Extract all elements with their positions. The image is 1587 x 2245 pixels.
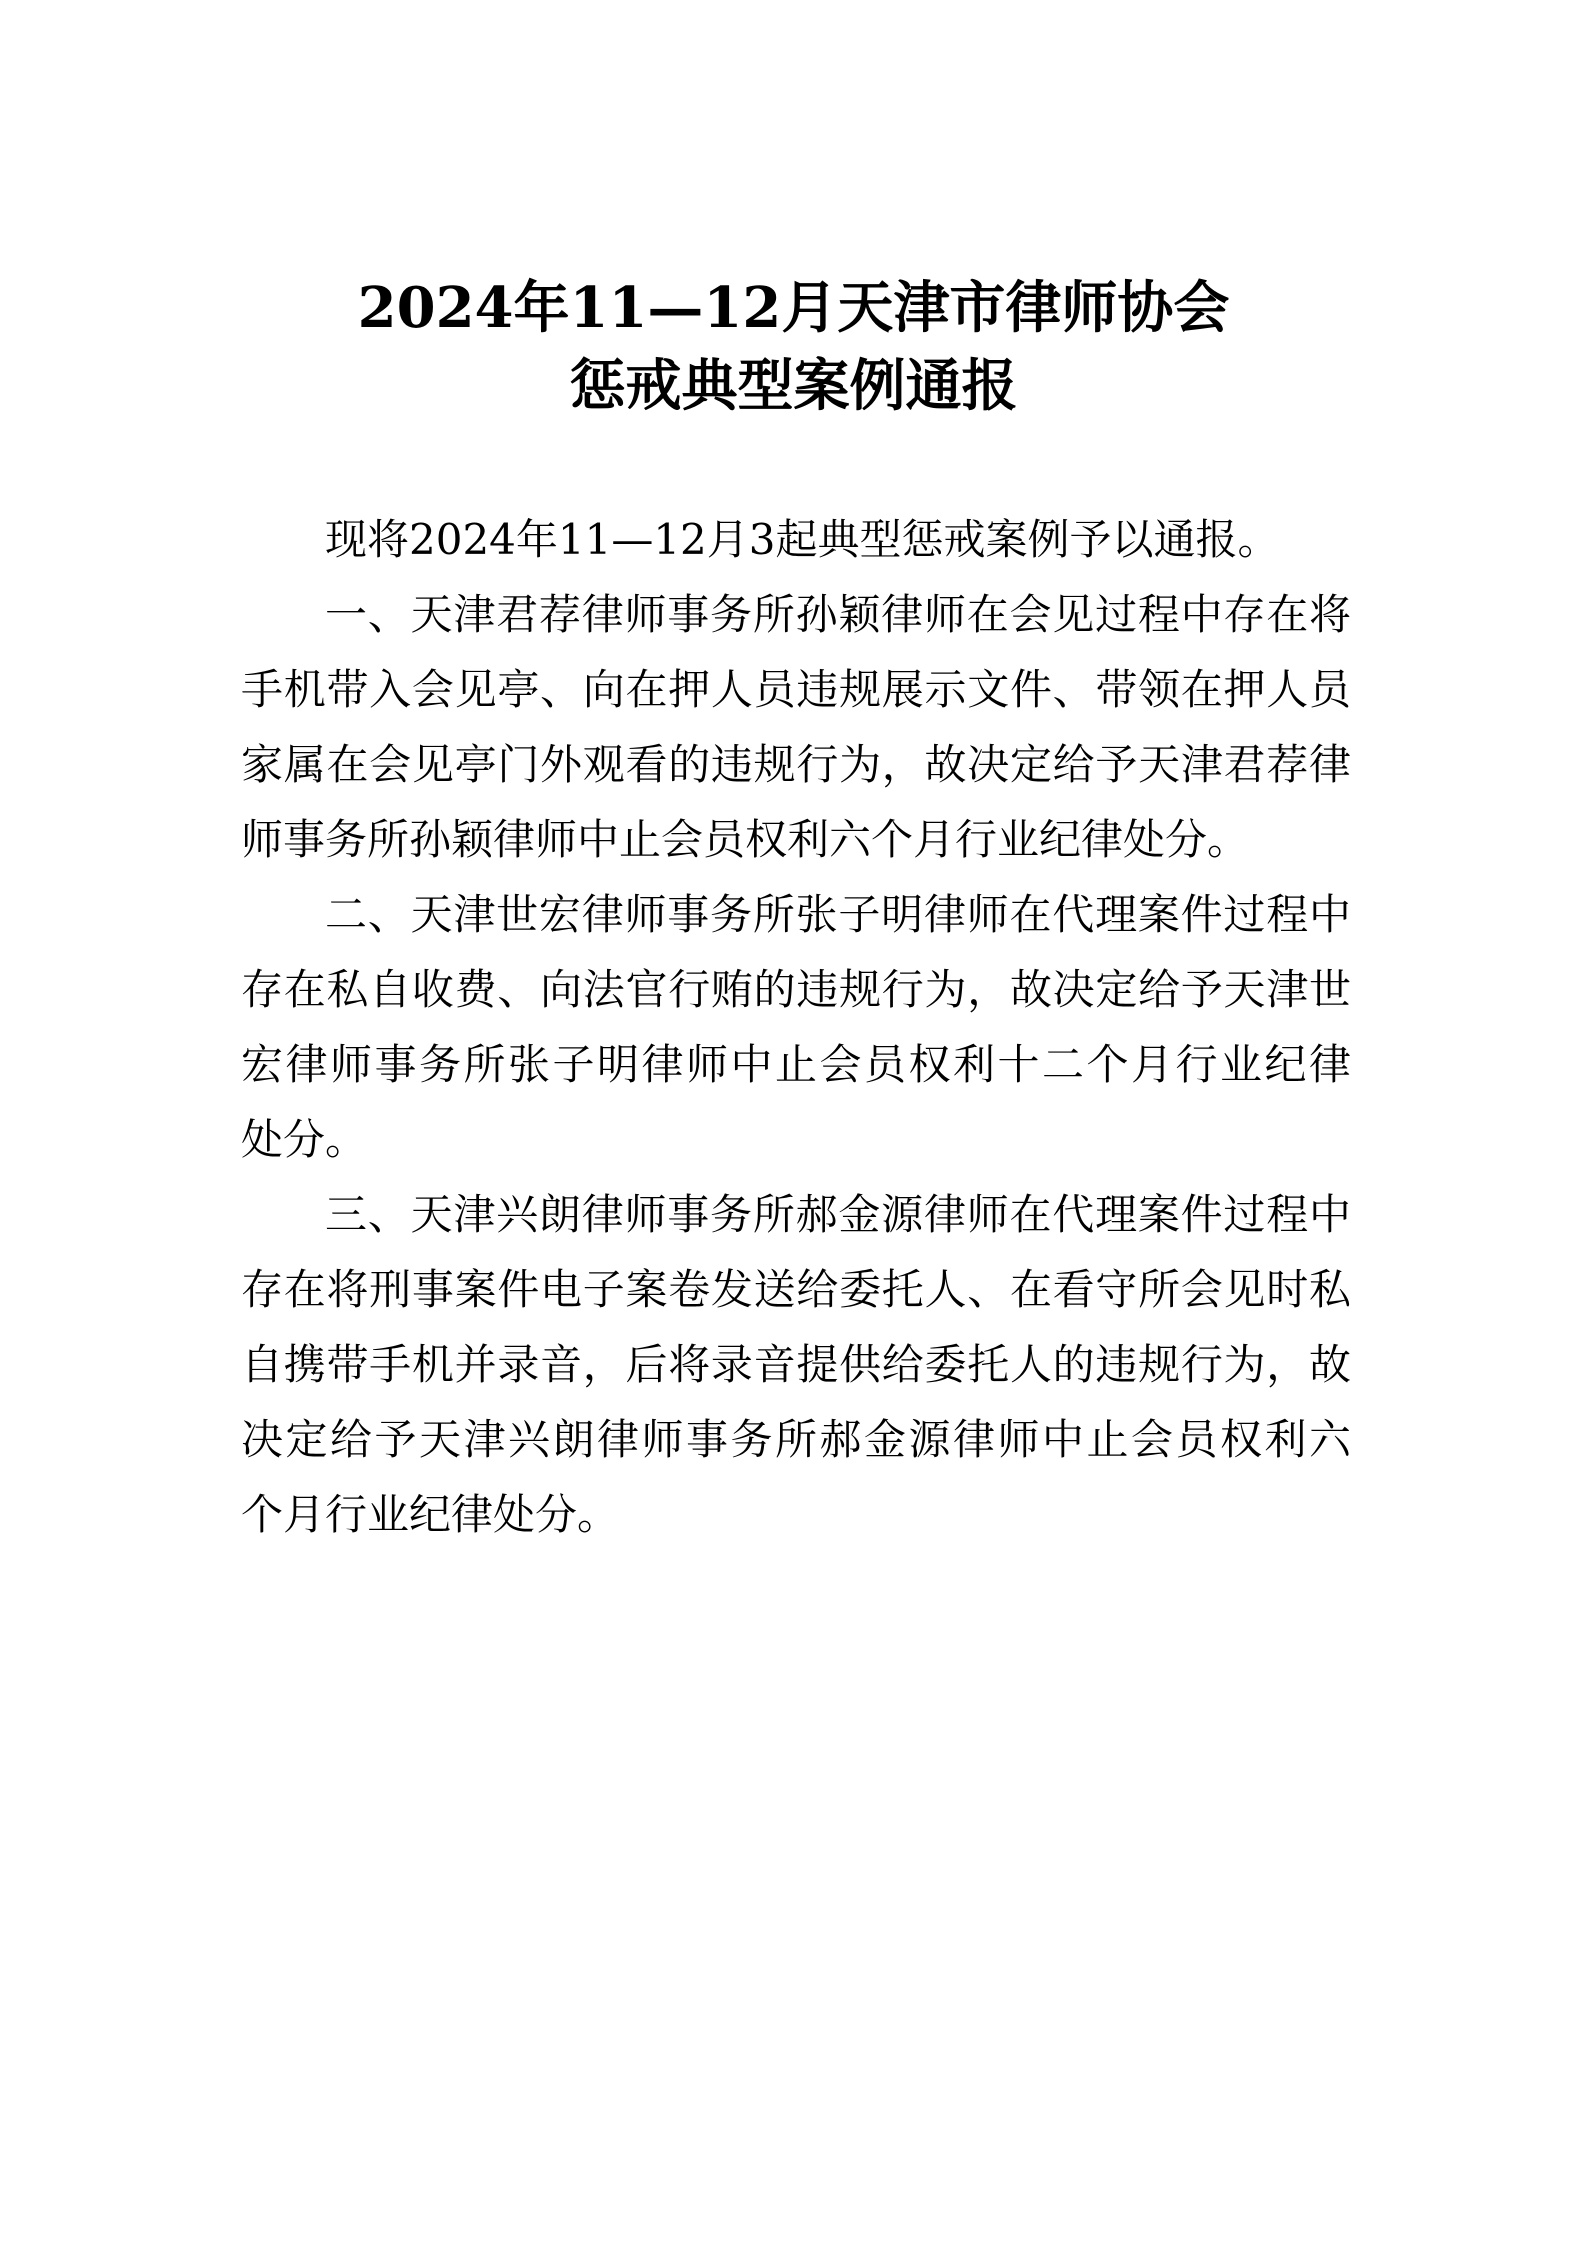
document-title-line-1: 2024年11—12月天津市律师协会	[357, 275, 1230, 341]
case-2-line-2: 存在私自收费、向法官行贿的违规行为，故决定给予天津世	[241, 965, 1351, 1014]
case-1-line-1: 一、天津君荐律师事务所孙颖律师在会见过程中存在将	[325, 590, 1351, 639]
case-1-line-3: 家属在会见亭门外观看的违规行为，故决定给予天津君荐律	[241, 740, 1351, 789]
case-3-line-3: 自携带手机并录音，后将录音提供给委托人的违规行为，故	[241, 1340, 1351, 1389]
case-3-line-5: 个月行业纪律处分。	[241, 1490, 620, 1539]
intro-paragraph: 现将2024年11—12月3起典型惩戒案例予以通报。	[325, 515, 1280, 564]
case-2-line-3: 宏律师事务所张子明律师中止会员权利十二个月行业纪律	[241, 1040, 1351, 1089]
case-3-line-4: 决定给予天津兴朗律师事务所郝金源律师中止会员权利六	[241, 1415, 1351, 1464]
case-2-line-1: 二、天津世宏律师事务所张子明律师在代理案件过程中	[325, 890, 1351, 939]
document-title-line-2: 惩戒典型案例通报	[569, 353, 1018, 419]
case-3-line-1: 三、天津兴朗律师事务所郝金源律师在代理案件过程中	[325, 1190, 1351, 1239]
case-1-line-4: 师事务所孙颖律师中止会员权利六个月行业纪律处分。	[241, 815, 1250, 864]
case-1-line-2: 手机带入会见亭、向在押人员违规展示文件、带领在押人员	[241, 665, 1351, 714]
case-2-line-4: 处分。	[241, 1115, 368, 1164]
case-3-line-2: 存在将刑事案件电子案卷发送给委托人、在看守所会见时私	[241, 1265, 1351, 1314]
